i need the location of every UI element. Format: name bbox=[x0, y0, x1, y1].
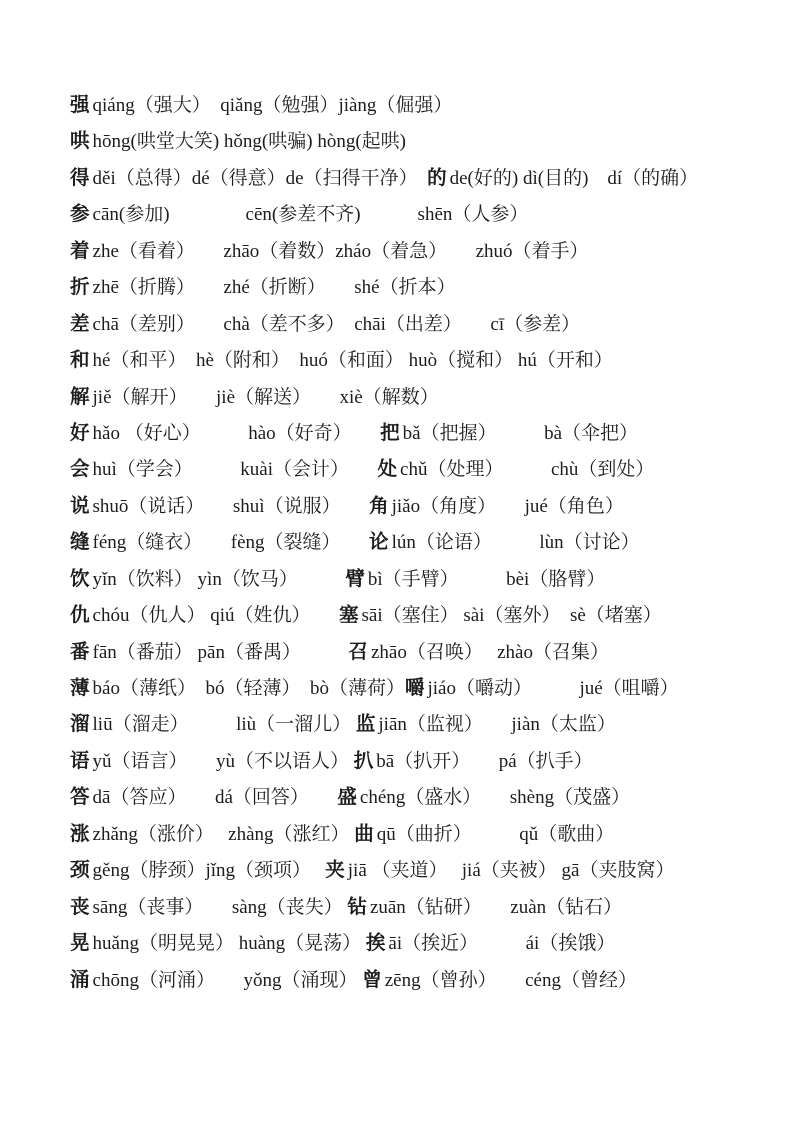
pinyin-examples-text: jiān（监视） jiàn（太监） bbox=[378, 714, 616, 736]
headword-character: 仇 bbox=[70, 605, 90, 627]
headword-character: 角 bbox=[369, 495, 389, 517]
pinyin-examples-text: jiě（解开） jiè（解送） xiè（解数） bbox=[92, 386, 439, 408]
headword-character: 答 bbox=[70, 787, 90, 809]
headword-character: 番 bbox=[70, 641, 90, 663]
entry-row bbox=[70, 270, 767, 306]
headword-character: 薄 bbox=[70, 678, 90, 699]
entry-row bbox=[70, 343, 767, 379]
entry-row bbox=[70, 635, 767, 671]
entry-row bbox=[70, 671, 767, 707]
entry-row bbox=[70, 744, 767, 780]
headword-character: 曾 bbox=[362, 969, 382, 991]
pinyin-examples-text: zhe（看着） zhāo（着数）zháo（着急） zhuó（着手） bbox=[92, 240, 589, 262]
entry-row bbox=[70, 525, 767, 561]
pinyin-examples-text: bì（手臂） bèi（胳臂） bbox=[367, 568, 606, 590]
headword-character: 挨 bbox=[365, 933, 386, 955]
headword-character: 和 bbox=[70, 350, 90, 372]
pinyin-examples-text: chōng（河涌） yǒng（涌现） bbox=[92, 969, 363, 991]
headword-character: 处 bbox=[377, 459, 398, 481]
pinyin-examples-text: bǎ（把握） bà（伞把） bbox=[402, 422, 639, 444]
pinyin-examples-text: qiáng（强大） qiǎng（勉强）jiàng（倔强） bbox=[92, 95, 453, 116]
headword-character: 缝 bbox=[70, 532, 90, 554]
entry-row bbox=[70, 562, 767, 598]
headword-character: 夹 bbox=[325, 860, 345, 882]
headword-character: 曲 bbox=[354, 823, 374, 845]
headword-character: 监 bbox=[355, 714, 376, 736]
pinyin-examples-text: zhāo（召唤） zhào（召集） bbox=[370, 641, 609, 663]
headword-character: 臂 bbox=[345, 568, 365, 590]
headword-character: 解 bbox=[70, 386, 90, 408]
pinyin-examples-text: fān（番茄） pān（番禺） bbox=[92, 641, 349, 663]
entry-row bbox=[70, 452, 767, 488]
entry-row bbox=[70, 890, 767, 926]
pinyin-examples-text: sāi（塞住） sài（塞外） sè（堵塞） bbox=[361, 605, 662, 627]
headword-character: 论 bbox=[369, 532, 389, 554]
headword-character: 哄 bbox=[70, 131, 90, 153]
entry-row bbox=[70, 197, 767, 233]
entry-row bbox=[70, 380, 767, 416]
headword-character: 语 bbox=[70, 750, 90, 772]
headword-character: 着 bbox=[70, 240, 90, 262]
pinyin-examples-text: chéng（盛水） shèng（茂盛） bbox=[359, 787, 631, 809]
pinyin-examples-text: hé（和平） hè（附和） huó（和面） huò（搅和） hú（开和） bbox=[92, 350, 613, 372]
entry-row bbox=[70, 780, 767, 816]
headword-character: 说 bbox=[70, 495, 90, 517]
pinyin-examples-text: féng（缝衣） fèng（裂缝） bbox=[92, 532, 370, 554]
pinyin-examples-text: zuān（钻研） zuàn（钻石） bbox=[369, 896, 623, 918]
headword-character: 得 bbox=[70, 167, 90, 189]
pinyin-examples-text: zēng（曾孙） céng（曾经） bbox=[384, 969, 637, 991]
headword-character: 涨 bbox=[70, 823, 90, 845]
headword-character: 溜 bbox=[70, 714, 90, 736]
pinyin-examples-text: jiā （夹道） jiá（夹被） gā（夹肢窝） bbox=[347, 860, 675, 882]
headword-character: 召 bbox=[348, 641, 368, 663]
headword-character: 扒 bbox=[353, 750, 374, 772]
entry-row bbox=[70, 926, 767, 962]
heteronym-list bbox=[70, 88, 767, 999]
headword-character: 饮 bbox=[70, 568, 90, 590]
entry-row bbox=[70, 88, 767, 124]
pinyin-examples-text: gěng（脖颈）jǐng（颈项） bbox=[92, 860, 326, 882]
headword-character: 塞 bbox=[338, 605, 359, 627]
pinyin-examples-text: jiáo（嚼动） jué（咀嚼） bbox=[427, 678, 679, 699]
headword-character: 丧 bbox=[70, 896, 90, 918]
headword-character: 会 bbox=[70, 459, 90, 481]
headword-character: 差 bbox=[70, 313, 90, 335]
pinyin-examples-text: zhē（折腾） zhé（折断） shé（折本） bbox=[92, 277, 456, 299]
pinyin-examples-text: hōng(哄堂大笑) hǒng(哄骗) hòng(起哄) bbox=[92, 131, 406, 153]
entry-row bbox=[70, 817, 767, 853]
pinyin-examples-text: shuō（说话） shuì（说服） bbox=[92, 495, 370, 517]
headword-character: 盛 bbox=[337, 787, 357, 809]
pinyin-examples-text: chǔ（处理） chù（到处） bbox=[400, 459, 655, 481]
pinyin-examples-text: huǎng（明晃晃） huàng（晃荡） bbox=[92, 933, 366, 955]
headword-character: 嚼 bbox=[404, 678, 425, 699]
entry-row bbox=[70, 489, 767, 525]
pinyin-examples-text: liū（溜走） liù（一溜儿） bbox=[92, 714, 356, 736]
pinyin-examples-text: yǔ（语言） yù（不以语人） bbox=[92, 750, 354, 772]
headword-character: 晃 bbox=[70, 933, 90, 955]
entry-row bbox=[70, 161, 767, 197]
entry-row bbox=[70, 234, 767, 270]
pinyin-examples-text: zhǎng（涨价） zhàng（涨红） bbox=[92, 823, 355, 845]
headword-character: 参 bbox=[70, 204, 90, 226]
entry-row bbox=[70, 707, 767, 743]
entry-row bbox=[70, 416, 767, 452]
pinyin-examples-text: sāng（丧事） sàng（丧失） bbox=[92, 896, 348, 918]
pinyin-examples-text: de(好的) dì(目的) dí（的确） bbox=[449, 167, 699, 189]
headword-character: 把 bbox=[380, 422, 400, 444]
pinyin-examples-text: dā（答应） dá（回答） bbox=[92, 787, 338, 809]
entry-row bbox=[70, 853, 767, 889]
pinyin-examples-text: děi（总得）dé（得意）de（扫得干净） bbox=[92, 167, 428, 189]
pinyin-examples-text: yǐn（饮料） yìn（饮马） bbox=[92, 568, 346, 590]
entry-row bbox=[70, 307, 767, 343]
pinyin-examples-text: chóu（仇人） qiú（姓仇） bbox=[92, 605, 339, 627]
headword-character: 强 bbox=[70, 95, 90, 116]
pinyin-examples-text: chā（差别） chà（差不多） chāi（出差） cī（参差） bbox=[92, 313, 581, 335]
pinyin-examples-text: āi（挨近） ái（挨饿） bbox=[388, 933, 616, 955]
pinyin-examples-text: huì（学会） kuài（会计） bbox=[92, 459, 378, 481]
entry-row bbox=[70, 598, 767, 634]
headword-character: 涌 bbox=[70, 969, 90, 991]
entry-row bbox=[70, 963, 767, 999]
pinyin-examples-text: qū（曲折） qǔ（歌曲） bbox=[376, 823, 615, 845]
pinyin-examples-text: lún（论语） lùn（讨论） bbox=[391, 532, 640, 554]
headword-character: 颈 bbox=[70, 860, 90, 882]
headword-character: 的 bbox=[427, 167, 447, 189]
headword-character: 折 bbox=[70, 277, 90, 299]
pinyin-examples-text: bā（扒开） pá（扒手） bbox=[376, 750, 593, 772]
entry-row bbox=[70, 124, 767, 160]
pinyin-examples-text: báo（薄纸） bó（轻薄） bò（薄荷） bbox=[92, 678, 405, 699]
pinyin-examples-text: jiǎo（角度） jué（角色） bbox=[391, 495, 624, 517]
headword-character: 钻 bbox=[347, 896, 367, 918]
pinyin-examples-text: hǎo （好心） hào（好奇） bbox=[92, 422, 381, 444]
headword-character: 好 bbox=[70, 422, 90, 444]
pinyin-examples-text: cān(参加) cēn(参差不齐) shēn（人参） bbox=[92, 204, 529, 226]
